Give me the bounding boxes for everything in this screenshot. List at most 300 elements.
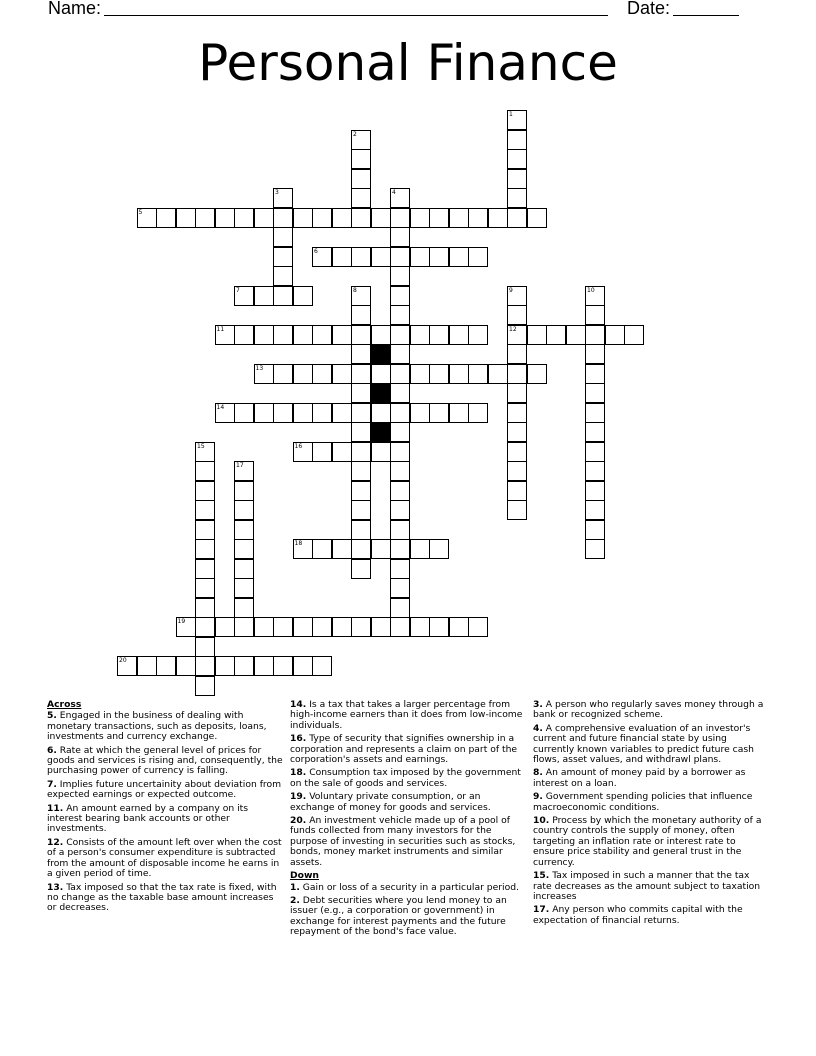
- clue-label: 4.: [533, 722, 543, 734]
- grid-cell[interactable]: [488, 208, 508, 228]
- grid-cell[interactable]: [351, 344, 371, 364]
- grid-cell[interactable]: [390, 559, 410, 579]
- grid-cell[interactable]: [351, 130, 371, 150]
- grid-cell[interactable]: [371, 539, 391, 559]
- clue-label: 6.: [47, 744, 57, 756]
- grid-cell[interactable]: [215, 208, 235, 228]
- grid-cell[interactable]: [332, 403, 352, 423]
- down-clue: [533, 792, 769, 813]
- clue-label: 18.: [290, 767, 307, 779]
- clue-number: 7: [236, 286, 240, 294]
- grid-cell[interactable]: [137, 208, 157, 228]
- grid-cell[interactable]: [507, 344, 527, 364]
- grid-cell[interactable]: [449, 247, 469, 267]
- grid-cell[interactable]: [585, 325, 605, 345]
- across-clue: [47, 746, 283, 777]
- grid-cell[interactable]: [293, 539, 313, 559]
- clue-text: Type of security that signifies ownership in a corporation and represents a claim on part of the corporation's assets and earnings.: [290, 733, 518, 766]
- grid-cell[interactable]: [332, 208, 352, 228]
- date-label: Date:: [627, 0, 671, 18]
- clue-label: 19.: [290, 791, 307, 803]
- grid-cell[interactable]: [254, 286, 274, 306]
- clue-text: An investment vehicle made up of a pool of funds collected from many investors for the purpose of investing in securities such as stocks, bonds, money market instruments and similar assets.: [290, 815, 516, 868]
- across-clue-list-b: [290, 700, 526, 868]
- clue-label: 3.: [533, 699, 543, 710]
- grid-cell[interactable]: [527, 208, 547, 228]
- clue-label: 5.: [47, 710, 57, 722]
- grid-cell[interactable]: [273, 656, 293, 676]
- grid-cell[interactable]: [390, 383, 410, 403]
- grid-cell[interactable]: [254, 208, 274, 228]
- down-clue: [533, 871, 769, 902]
- grid-cell[interactable]: [234, 325, 254, 345]
- grid-cell[interactable]: [293, 325, 313, 345]
- grid-cell[interactable]: [156, 208, 176, 228]
- grid-cell[interactable]: [254, 403, 274, 423]
- grid-cell[interactable]: [332, 539, 352, 559]
- grid-cell[interactable]: [176, 617, 196, 637]
- grid-cell[interactable]: [468, 617, 488, 637]
- page-title: Personal Finance: [198, 34, 618, 92]
- grid-cell[interactable]: [332, 617, 352, 637]
- grid-cell[interactable]: [390, 344, 410, 364]
- grid-cell[interactable]: [390, 325, 410, 345]
- down-clue: [533, 768, 769, 789]
- grid-cell[interactable]: [410, 208, 430, 228]
- grid-cell[interactable]: [273, 188, 293, 208]
- clue-label: 20.: [290, 815, 307, 827]
- grid-cell[interactable]: [390, 461, 410, 481]
- grid-cell[interactable]: [312, 539, 332, 559]
- grid-cell[interactable]: [449, 403, 469, 423]
- grid-cell[interactable]: [507, 169, 527, 189]
- clue-text: Consists of the amount left over when the cost of a person's consumer expenditure is subtracted from the amount of disposable income he earns in a given period of time.: [47, 836, 282, 880]
- grid-cell[interactable]: [234, 403, 254, 423]
- grid-cell[interactable]: [195, 208, 215, 228]
- grid-cell[interactable]: [195, 559, 215, 579]
- grid-cell[interactable]: [449, 364, 469, 384]
- grid-cell[interactable]: [332, 325, 352, 345]
- across-clue: [290, 700, 526, 731]
- grid-cell[interactable]: [429, 325, 449, 345]
- grid-cell[interactable]: [293, 656, 313, 676]
- clue-number: 8: [353, 286, 357, 294]
- clue-label: 11.: [47, 802, 64, 814]
- grid-cell[interactable]: [312, 364, 332, 384]
- grid-cell[interactable]: [293, 364, 313, 384]
- grid-cell[interactable]: [507, 481, 527, 501]
- grid-cell[interactable]: [605, 325, 625, 345]
- grid-cell[interactable]: [390, 617, 410, 637]
- clue-text: Is a tax that takes a larger percentage from high-income earners than it does from low-income individuals.: [290, 699, 523, 731]
- across-clue: [290, 816, 526, 868]
- grid-cell[interactable]: [390, 442, 410, 462]
- clue-label: 17.: [533, 904, 550, 916]
- grid-cell[interactable]: [273, 364, 293, 384]
- down-clue-list-a: [290, 883, 526, 938]
- grid-cell[interactable]: [371, 403, 391, 423]
- grid-cell[interactable]: [429, 247, 449, 267]
- grid-cell[interactable]: [527, 364, 547, 384]
- grid-cell[interactable]: [351, 169, 371, 189]
- clue-text: Rate at which the general level of prices for goods and services is rising and, consequently, the purchasing power of currency is falling.: [47, 744, 283, 777]
- grid-cell[interactable]: [293, 617, 313, 637]
- grid-cell[interactable]: [351, 364, 371, 384]
- grid-cell[interactable]: [351, 500, 371, 520]
- grid-cell[interactable]: [488, 364, 508, 384]
- grid-cell[interactable]: [293, 403, 313, 423]
- clue-number: 14: [216, 403, 225, 411]
- grid-cell[interactable]: [390, 520, 410, 540]
- grid-cell[interactable]: [585, 539, 605, 559]
- grid-cell[interactable]: [215, 617, 235, 637]
- grid-cell[interactable]: [273, 266, 293, 286]
- grid-cell[interactable]: [390, 227, 410, 247]
- grid-cell[interactable]: [332, 364, 352, 384]
- grid-cell[interactable]: [468, 247, 488, 267]
- grid-cell[interactable]: [507, 188, 527, 208]
- clue-number: 5: [138, 208, 143, 216]
- clue-label: 16.: [290, 733, 307, 745]
- grid-cell[interactable]: [585, 500, 605, 520]
- down-clue: [533, 905, 769, 926]
- grid-cell[interactable]: [507, 383, 527, 403]
- grid-cell[interactable]: [371, 208, 391, 228]
- grid-cell[interactable]: [234, 208, 254, 228]
- grid-cell[interactable]: [215, 325, 235, 345]
- grid-cell[interactable]: [195, 598, 215, 618]
- clue-number: 9: [509, 286, 513, 294]
- clue-text: Tax imposed so that the tax rate is fixed, with no change as the taxable base amount increases or decreases.: [47, 881, 277, 914]
- clue-text: Process by which the monetary authority of a country controls the supply of money, often targeting an inflation rate or interest rate to ensure price stability and general trust in the currency.: [533, 815, 762, 868]
- grid-cell[interactable]: [273, 617, 293, 637]
- across-clue: [47, 711, 283, 742]
- grid-cell[interactable]: [351, 461, 371, 481]
- grid-cell[interactable]: [410, 247, 430, 267]
- grid-cell[interactable]: [468, 325, 488, 345]
- clue-label: 14.: [290, 699, 307, 710]
- clue-label: 13.: [47, 881, 64, 893]
- clues-column-1: [47, 700, 283, 917]
- grid-cell[interactable]: [585, 520, 605, 540]
- across-clue: [47, 838, 283, 880]
- grid-cell[interactable]: [195, 656, 215, 676]
- black-cell: [371, 383, 391, 403]
- grid-cell[interactable]: [195, 520, 215, 540]
- clue-label: 2.: [290, 894, 300, 906]
- grid-cell[interactable]: [273, 208, 293, 228]
- grid-cell[interactable]: [390, 500, 410, 520]
- grid-cell[interactable]: [254, 325, 274, 345]
- grid-cell[interactable]: [351, 149, 371, 169]
- clue-text: Tax imposed in such a manner that the tax rate decreases as the amount subject to taxation increases: [533, 870, 761, 902]
- grid-cell[interactable]: [507, 208, 527, 228]
- grid-cell[interactable]: [468, 403, 488, 423]
- grid-cell[interactable]: [546, 325, 566, 345]
- clues-column-2: [290, 700, 526, 941]
- grid-cell[interactable]: [351, 188, 371, 208]
- grid-cell[interactable]: [234, 461, 254, 481]
- clue-text: Debt securities where you lend money to an issuer (e.g., a corporation or government) in exchange for interest payments and the future repayment of the bond's face value.: [290, 894, 507, 938]
- clue-number: 3: [275, 189, 279, 196]
- grid-cell[interactable]: [371, 247, 391, 267]
- grid-cell[interactable]: [234, 656, 254, 676]
- grid-cell[interactable]: [195, 481, 215, 501]
- grid-cell[interactable]: [507, 286, 527, 306]
- grid-cell[interactable]: [468, 208, 488, 228]
- down-clue: [290, 896, 526, 938]
- black-cell: [371, 422, 391, 442]
- grid-cell[interactable]: [234, 500, 254, 520]
- clue-number: 20: [119, 657, 127, 664]
- grid-cell[interactable]: [351, 403, 371, 423]
- clue-number: 2: [353, 130, 357, 138]
- grid-cell[interactable]: [351, 383, 371, 403]
- grid-cell[interactable]: [234, 617, 254, 637]
- grid-cell[interactable]: [273, 247, 293, 267]
- grid-cell[interactable]: [507, 403, 527, 423]
- grid-cell[interactable]: [390, 539, 410, 559]
- clue-label: 7.: [47, 778, 57, 790]
- clue-number: 12: [509, 325, 517, 333]
- clue-number: 10: [587, 286, 595, 294]
- grid-cell[interactable]: [273, 325, 293, 345]
- grid-cell[interactable]: [390, 364, 410, 384]
- grid-cell[interactable]: [351, 247, 371, 267]
- clue-text: A person who regularly saves money through a bank or recognized scheme.: [533, 699, 764, 721]
- grid-cell[interactable]: [293, 286, 313, 306]
- grid-cell[interactable]: [215, 403, 235, 423]
- grid-cell[interactable]: [449, 208, 469, 228]
- clue-number: 15: [197, 442, 205, 450]
- grid-cell[interactable]: [351, 520, 371, 540]
- grid-cell[interactable]: [390, 305, 410, 325]
- grid-cell[interactable]: [351, 617, 371, 637]
- clue-number: 11: [216, 325, 225, 333]
- grid-cell[interactable]: [585, 461, 605, 481]
- grid-cell[interactable]: [410, 539, 430, 559]
- grid-cell[interactable]: [195, 637, 215, 657]
- grid-cell[interactable]: [507, 110, 527, 130]
- clue-number: 4: [392, 189, 396, 196]
- grid-cell[interactable]: [468, 364, 488, 384]
- grid-cell[interactable]: [234, 481, 254, 501]
- grid-cell[interactable]: [507, 364, 527, 384]
- grid-cell[interactable]: [507, 500, 527, 520]
- grid-cell[interactable]: [390, 403, 410, 423]
- grid-cell[interactable]: [312, 442, 332, 462]
- clue-text: Voluntary private consumption, or an exchange of money for goods and services.: [290, 791, 491, 813]
- grid-cell[interactable]: [293, 208, 313, 228]
- grid-cell[interactable]: [527, 325, 547, 345]
- grid-cell[interactable]: [351, 559, 371, 579]
- grid-cell[interactable]: [585, 344, 605, 364]
- grid-cell[interactable]: [507, 461, 527, 481]
- grid-cell[interactable]: [585, 442, 605, 462]
- grid-cell[interactable]: [390, 422, 410, 442]
- grid-cell[interactable]: [390, 578, 410, 598]
- grid-cell[interactable]: [507, 305, 527, 325]
- down-heading: Down: [290, 870, 319, 882]
- clue-text: Gain or loss of a security in a particular period.: [299, 881, 519, 893]
- grid-cell[interactable]: [371, 617, 391, 637]
- grid-cell[interactable]: [312, 617, 332, 637]
- grid-cell[interactable]: [507, 149, 527, 169]
- grid-cell[interactable]: [254, 364, 274, 384]
- grid-cell[interactable]: [351, 481, 371, 501]
- clue-number: 16: [294, 442, 303, 450]
- grid-cell[interactable]: [351, 305, 371, 325]
- grid-cell[interactable]: [234, 598, 254, 618]
- clue-label: 1.: [290, 881, 300, 893]
- clue-number: 18: [294, 540, 303, 547]
- grid-cell[interactable]: [351, 286, 371, 306]
- grid-cell[interactable]: [351, 325, 371, 345]
- clue-number: 19: [177, 618, 186, 625]
- grid-cell[interactable]: [273, 286, 293, 306]
- grid-cell[interactable]: [585, 422, 605, 442]
- clue-text: Government spending policies that influence macroeconomic conditions.: [533, 791, 753, 813]
- down-clue-list-b: [533, 700, 769, 926]
- grid-cell[interactable]: [293, 442, 313, 462]
- grid-cell[interactable]: [585, 481, 605, 501]
- grid-cell[interactable]: [195, 461, 215, 481]
- grid-cell[interactable]: [254, 617, 274, 637]
- down-clue: [533, 816, 769, 868]
- clue-number: 13: [255, 364, 264, 372]
- grid-cell[interactable]: [390, 481, 410, 501]
- across-heading: Across: [47, 699, 82, 710]
- clue-label: 15.: [533, 870, 550, 882]
- grid-cell[interactable]: [234, 578, 254, 598]
- grid-cell[interactable]: [585, 383, 605, 403]
- clue-label: 9.: [533, 791, 543, 803]
- clues-column-3: [533, 700, 769, 929]
- grid-cell[interactable]: [273, 227, 293, 247]
- across-clue: [47, 780, 283, 801]
- grid-cell[interactable]: [371, 364, 391, 384]
- across-clue: [290, 734, 526, 765]
- grid-cell[interactable]: [332, 442, 352, 462]
- grid-cell[interactable]: [390, 188, 410, 208]
- grid-cell[interactable]: [585, 364, 605, 384]
- grid-cell[interactable]: [234, 559, 254, 579]
- across-clue: [290, 768, 526, 789]
- grid-cell[interactable]: [371, 442, 391, 462]
- grid-cell[interactable]: [371, 325, 391, 345]
- grid-cell[interactable]: [176, 208, 196, 228]
- grid-cell[interactable]: [215, 656, 235, 676]
- grid-cell[interactable]: [312, 325, 332, 345]
- grid-cell[interactable]: [410, 617, 430, 637]
- grid-cell[interactable]: [585, 286, 605, 306]
- across-clue: [290, 792, 526, 813]
- grid-cell[interactable]: [332, 247, 352, 267]
- grid-cell[interactable]: [566, 325, 586, 345]
- clue-number: 1: [509, 111, 513, 118]
- across-clue: [47, 804, 283, 835]
- grid-cell[interactable]: [273, 403, 293, 423]
- grid-cell[interactable]: [585, 305, 605, 325]
- grid-cell[interactable]: [195, 676, 215, 696]
- clue-label: 10.: [533, 815, 550, 827]
- grid-cell[interactable]: [429, 403, 449, 423]
- grid-cell[interactable]: [234, 286, 254, 306]
- grid-cell[interactable]: [410, 364, 430, 384]
- grid-cell[interactable]: [507, 422, 527, 442]
- grid-cell[interactable]: [351, 422, 371, 442]
- grid-cell[interactable]: [312, 403, 332, 423]
- down-clue: [533, 724, 769, 766]
- grid-cell[interactable]: [429, 617, 449, 637]
- clue-text: Implies future uncertainity about deviation from expected earnings or expected outcome.: [47, 778, 282, 801]
- clue-text: Any person who commits capital with the expectation of financial returns.: [533, 904, 743, 926]
- grid-cell[interactable]: [195, 578, 215, 598]
- down-clue: [533, 700, 769, 721]
- grid-cell[interactable]: [312, 208, 332, 228]
- across-clue-list-a: [47, 711, 283, 913]
- grid-cell[interactable]: [351, 208, 371, 228]
- clue-label: 8.: [533, 767, 543, 779]
- grid-cell[interactable]: [390, 208, 410, 228]
- grid-cell[interactable]: [390, 286, 410, 306]
- grid-cell[interactable]: [117, 656, 137, 676]
- grid-cell[interactable]: [429, 364, 449, 384]
- grid-cell[interactable]: [507, 325, 527, 345]
- name-label: Name:: [48, 0, 102, 18]
- grid-cell[interactable]: [351, 539, 371, 559]
- clue-text: Consumption tax imposed by the government on the sale of goods and services.: [290, 767, 521, 789]
- grid-cell[interactable]: [429, 208, 449, 228]
- grid-cell[interactable]: [195, 500, 215, 520]
- grid-cell[interactable]: [195, 617, 215, 637]
- grid-cell[interactable]: [176, 656, 196, 676]
- across-clue: [47, 883, 283, 914]
- grid-cell[interactable]: [624, 325, 644, 345]
- clue-text: A comprehensive evaluation of an investor's current and future financial state by using currently known variables to predict future cash flows, asset values, and withdrawl plans.: [533, 722, 754, 766]
- clue-number: 6: [314, 247, 318, 255]
- clue-text: An amount of money paid by a borrower as interest on a loan.: [533, 767, 746, 789]
- grid-cell[interactable]: [234, 520, 254, 540]
- clue-label: 12.: [47, 836, 64, 848]
- grid-cell[interactable]: [390, 266, 410, 286]
- grid-cell[interactable]: [449, 325, 469, 345]
- grid-cell[interactable]: [390, 247, 410, 267]
- clue-text: An amount earned by a company on its interest bearing bank accounts or other investments.: [47, 802, 249, 835]
- grid-cell[interactable]: [429, 539, 449, 559]
- clue-text: Engaged in the business of dealing with monetary transactions, such as deposits, loans, investments and currency exchange.: [47, 710, 267, 743]
- grid-cell[interactable]: [254, 656, 274, 676]
- grid-cell[interactable]: [410, 403, 430, 423]
- grid-cell[interactable]: [312, 656, 332, 676]
- grid-cell[interactable]: [137, 656, 157, 676]
- clue-number: 17: [236, 462, 244, 469]
- grid-cell[interactable]: [156, 656, 176, 676]
- grid-cell[interactable]: [449, 617, 469, 637]
- grid-cell[interactable]: [507, 130, 527, 150]
- grid-cell[interactable]: [507, 442, 527, 462]
- grid-cell[interactable]: [195, 539, 215, 559]
- grid-cell[interactable]: [390, 598, 410, 618]
- down-clue: [290, 883, 526, 893]
- grid-cell[interactable]: [410, 325, 430, 345]
- grid-cell[interactable]: [585, 403, 605, 423]
- black-cell: [371, 344, 391, 364]
- grid-cell[interactable]: [312, 247, 332, 267]
- grid-cell[interactable]: [195, 442, 215, 462]
- grid-cell[interactable]: [351, 442, 371, 462]
- grid-cell[interactable]: [234, 539, 254, 559]
